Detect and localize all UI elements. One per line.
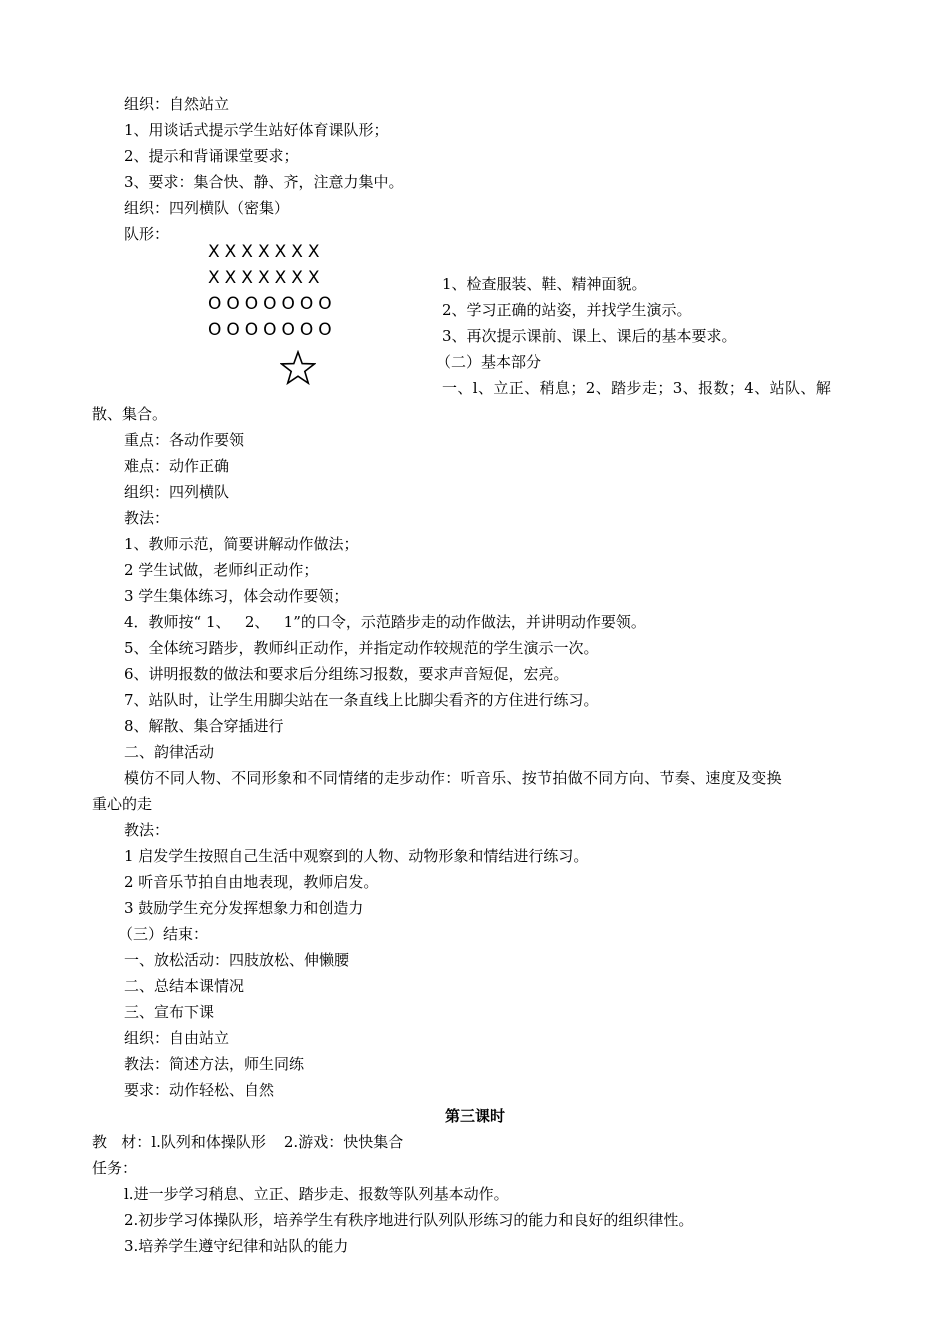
right-line-2: 2、学习正确的站姿，并找学生演示。 (442, 301, 692, 319)
tasks-label: 任务： (92, 1159, 138, 1177)
ending-item-3: 三、宣布下课 (124, 1003, 215, 1021)
materials-item-1: l.队列和体操队形 (151, 1133, 266, 1151)
right-line-items: 一、l、立正、稍息；2、踏步走；3、报数；4、站队、解 (442, 379, 832, 397)
ending-item-2: 二、总结本课情况 (124, 977, 245, 995)
key-point: 重点：各动作要领 (124, 431, 245, 449)
intro-line-1: 1、用谈话式提示学生站好体育课队形； (124, 121, 389, 139)
rhythm-para-line-2: 重心的走 (92, 795, 153, 813)
lesson3-materials (92, 1132, 403, 1152)
basic-part-heading: （二）基本部分 (436, 353, 542, 371)
method-step-4: 4．教师按“ 1、 2、 1”的口令，示范踏步走的动作做法，并讲明动作要领。 (124, 613, 646, 631)
method-label: 教法： (124, 509, 170, 527)
task-3: 3.培养学生遵守纪律和站队的能力 (124, 1237, 349, 1255)
ending-method: 教法：简述方法，师生同练 (124, 1055, 305, 1073)
materials-item-2: 2.游戏：快快集合 (283, 1133, 404, 1151)
formation-row-x-1: XXXXXXX (208, 242, 325, 262)
method-step-7: 7、站队时，让学生用脚尖站在一条直线上比脚尖看齐的方住进行练习。 (124, 691, 599, 709)
task-1: l.进一步学习稍息、立正、踏步走、报数等队列基本动作。 (124, 1185, 509, 1203)
formation-row-x-2: XXXXXXX (208, 268, 325, 288)
right-line-3: 3、再次提示课前、课上、课后的基本要求。 (442, 327, 737, 345)
lesson3-title: 第三课时 (444, 1107, 505, 1125)
rhythm-heading: 二、韵律活动 (124, 743, 215, 761)
method2-step-3: 3 鼓励学生充分发挥想象力和创造力 (124, 899, 364, 917)
ending-heading: （三）结束： (118, 925, 209, 943)
difficulty: 难点：动作正确 (124, 457, 230, 475)
task-2: 2.初步学习体操队形，培养学生有秩序地进行队列队形练习的能力和良好的组织律性。 (124, 1211, 694, 1229)
method2-label: 教法： (124, 821, 170, 839)
right-line-1: 1、检查服装、鞋、精神面貌。 (442, 275, 647, 293)
intro-line-organization-2: 组织：四列横队（密集） (124, 199, 290, 217)
formation-row-o-2: OOOOOOO (208, 320, 337, 340)
ending-requirement: 要求：动作轻松、自然 (124, 1081, 275, 1099)
method2-step-1: 1 启发学生按照自己生活中观察到的人物、动物形象和情结进行练习。 (124, 847, 589, 865)
method-step-1: 1、教师示范，简要讲解动作做法； (124, 535, 359, 553)
formation-label: 队形： (124, 225, 170, 243)
method-step-3: 3 学生集体练习，体会动作要领； (124, 587, 349, 605)
method-step-8: 8、解散、集合穿插进行 (124, 717, 284, 735)
ending-organization: 组织：自由站立 (124, 1029, 230, 1047)
method-step-5: 5、全体统习踏步，教师纠正动作，并指定动作较规范的学生演示一次。 (124, 639, 599, 657)
organization: 组织：四列横队 (124, 483, 230, 501)
method2-step-2: 2 听音乐节拍自由地表现，教师启发。 (124, 873, 379, 891)
intro-line-2: 2、提示和背诵课堂要求； (124, 147, 299, 165)
rhythm-para-line-1: 模仿不同人物、不同形象和不同情绪的走步动作：听音乐、按节拍做不同方向、节奏、速度及变换 (124, 769, 782, 787)
method-step-6: 6、讲明报数的做法和要求后分组练习报数，要求声音短促，宏亮。 (124, 665, 569, 683)
formation-row-o-1: OOOOOOO (208, 294, 337, 314)
wrap-line: 散、集合。 (92, 405, 168, 423)
intro-line-organization: 组织：自然站立 (124, 95, 230, 113)
ending-item-1: 一、放松活动：四肢放松、伸懒腰 (124, 951, 350, 969)
method-step-2: 2 学生试做，老师纠正动作； (124, 561, 319, 579)
intro-line-3: 3、要求：集合快、静、齐，注意力集中。 (124, 173, 404, 191)
materials-label: 教 材： (92, 1133, 152, 1151)
star-icon (280, 350, 316, 386)
